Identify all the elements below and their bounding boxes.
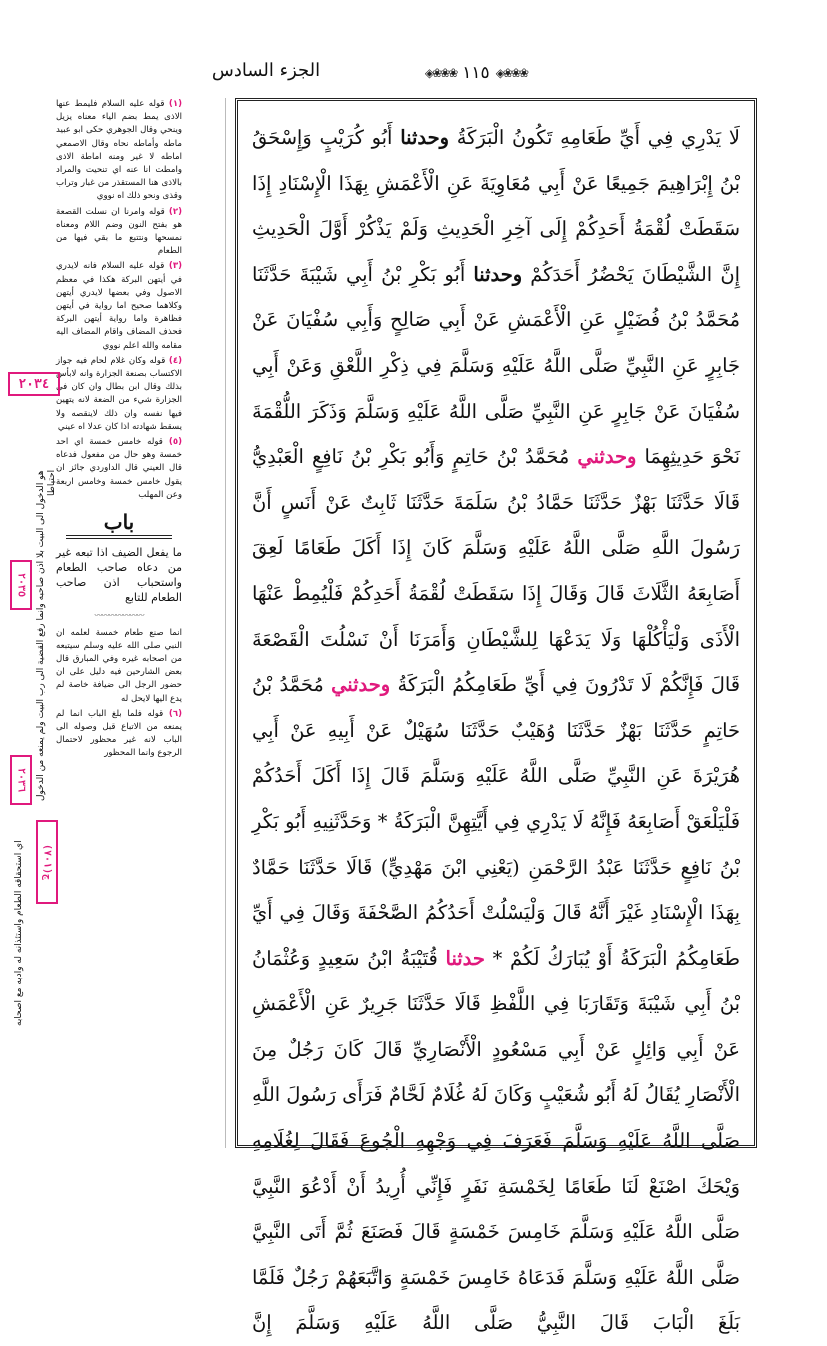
page-header — [0, 52, 827, 92]
hadith-number-tag: ٢٠٣٥ — [10, 560, 32, 610]
narration-marker-highlight: حدثنا — [445, 946, 485, 970]
text-segment: أَبُو كُرَيْبٍ وَإِسْحَقُ بْنُ إِبْرَاهِيمَ جَمِيعًا عَنْ أَبِي مُعَاوِيَةَ عَنِ الْأَعْمَشِ بِهَذَا الْإِسْنَادِ إِذَا سَقَطَتْ لُقْمَةُ أَحَدِكُمْ إِلَى آخِرِ الْحَدِيثِ وَلَمْ يَذْكُرْ أَوَّلَ الْحَدِيثِ إِنَّ الشَّيْطَانَ يَحْضُرُ أَحَدَكُمْ — [252, 126, 740, 286]
footnote-number: (٣) — [168, 261, 182, 272]
text-segment: أَبُو بَكْرِ بْنُ أَبِي شَيْبَةَ حَدَّثَنَا مُحَمَّدُ بْنُ فُضَيْلٍ عَنِ الْأَعْمَشِ عَنْ أَبِي صَالِحٍ وَأَبِي سُفْيَانَ عَنْ جَابِرٍ عَنِ النَّبِيِّ صَلَّى اللَّهُ عَلَيْهِ وَسَلَّمَ فِي ذِكْرِ اللَّعْقِ وَعَنْ أَبِي سُفْيَانَ عَنْ جَابِرٍ عَنِ النَّبِيِّ صَلَّى اللَّهُ عَلَيْهِ وَسَلَّمَ وَذَكَرَ اللُّقْمَةَ نَحْوَ حَدِيثِهِمَا — [252, 262, 740, 469]
footnote-text: قوله عليه السلام فليمط عنها الاذى يمط بضم الياء معناه يزيل وينحي وقال الجوهري حكى ابو عبيد ماطه وأماطه نحاه وقال الاصمعي اماطه لا غير ومنه اماطة الاذى وامطت انا عنه اي تنحيت والمراد بالاذى هنا المستقذر من غبار وتراب وقذى ونحو ذلك اه نووي — [56, 99, 182, 202]
narration-marker: وحدثنا — [473, 262, 523, 286]
main-text-frame — [235, 98, 757, 1335]
narration-marker: وحدثنا — [400, 126, 449, 149]
footnote — [56, 436, 182, 502]
footnote-text: قوله عليه السلام فانه لايدري في أيتهن البركة هكذا في معظم الاصول وفي بعضها لايدري أيتهن وكلاهما صحيح اما رواية في أيتهن فظاهرة واما رواية أيتهن البركة فحذف المضاف واقام المضاف اليه مقامه والله اعلم نووي — [56, 261, 182, 351]
page-number — [424, 62, 528, 84]
text-segment: مُحَمَّدُ بْنُ حَاتِمٍ حَدَّثَنَا بَهْزٌ حَدَّثَنَا وُهَيْبٌ حَدَّثَنَا سُهَيْلٌ عَنْ أَبِيهِ عَنْ أَبِي هُرَيْرَةَ عَنِ النَّبِيِّ صَلَّى اللَّهُ عَلَيْهِ وَسَلَّمَ قَالَ إِذَا أَكَلَ أَحَدُكُمْ فَلْيَلْعَقْ أَصَابِعَهُ فَإِنَّهُ لَا يَدْرِي فِي أَيَّتِهِنَّ الْبَرَكَةُ * وَحَدَّثَنِيهِ أَبُو بَكْرِ بْنُ نَافِعٍ حَدَّثَنَا عَبْدُ الرَّحْمَنِ (يَعْنِي ابْنَ مَهْدِيٍّ) قَالَا حَدَّثَنَا حَمَّادٌ بِهَذَا الْإِسْنَادِ غَيْرَ أَنَّهُ قَالَ وَلْيَسْلُتْ أَحَدُكُمُ الصَّحْفَةَ وَقَالَ فِي أَيِّ طَعَامِكُمُ الْبَرَكَةُ أَوْ يُبَارَكُ لَكُمْ * — [252, 673, 740, 970]
text-segment: قُتَيْبَةُ ابْنُ سَعِيدٍ وَعُثْمَانُ بْنُ أَبِي شَيْبَةَ وَتَقَارَبَا فِي اللَّفْظِ قَالَا حَدَّثَنَا جَرِيرٌ عَنِ الْأَعْمَشِ عَنْ أَبِي وَائِلٍ عَنْ أَبِي مَسْعُودٍ الْأَنْصَارِيِّ قَالَ كَانَ رَجُلٌ مِنَ الْأَنْصَارِ يُقَالُ لَهُ أَبُو شُعَيْبٍ وَكَانَ لَهُ غُلَامٌ لَحَّامٌ فَرَأَى رَسُولَ اللَّهِ صَلَّى اللَّهُ عَلَيْهِ وَسَلَّمَ فَعَرَفَ فِي وَجْهِهِ الْجُوعَ فَقَالَ لِغُلَامِهِ وَيْحَكَ اصْنَعْ لَنَا طَعَامًا لِخَمْسَةِ نَفَرٍ فَإِنِّي أُرِيدُ أَنْ أَدْعُوَ النَّبِيَّ صَلَّى اللَّهُ عَلَيْهِ وَسَلَّمَ خَامِسَ خَمْسَةٍ قَالَ فَصَنَعَ ثُمَّ أَتَى النَّبِيَّ صَلَّى اللَّهُ عَلَيْهِ وَسَلَّمَ فَدَعَاهُ خَامِسَ خَمْسَةٍ وَاتَّبَعَهُمْ رَجُلٌ فَلَمَّا بَلَغَ الْبَابَ قَالَ النَّبِيُّ صَلَّى اللَّهُ عَلَيْهِ وَسَلَّمَ إِنَّ — [252, 946, 740, 1335]
footnote-number: (٦) — [168, 708, 182, 719]
footnote-text: قوله وامرنا ان نسلت القصعة هو بفتح النون وضم اللام ومعناه نمسحها ونتتبع ما بقي فيها من الطعام — [56, 206, 182, 257]
footnote-text: قوله وكان غلام لحام فيه جواز الاكتساب بصنعة الجزارة وانه لابأس بذلك وقال ابن بطال وان كان في الجزارة شيء من الضعة لانه يتهين فيها نفسه وان ذلك لاينقصه ولا يسقط شهادته اذا كان عدلا اه عيني — [56, 355, 182, 432]
margin-notes — [56, 98, 182, 1148]
narration-marker-highlight: وحدثني — [331, 673, 391, 697]
wavy-divider: 〰〰〰〰〰〰〰 — [94, 611, 144, 621]
part-title: الجزء السادس — [211, 60, 321, 81]
footnote — [56, 355, 182, 434]
hadith-body — [252, 115, 740, 1346]
ornament-left-icon: ◈❀❀❀ — [424, 66, 457, 80]
footnote-number: (٤) — [168, 355, 182, 366]
narration-marker-highlight: وحدثني — [577, 445, 637, 469]
hadith-number-tag: ٢٠٣٤ — [8, 372, 60, 396]
hadith-number-tag: ج(٧٠١) — [36, 820, 58, 904]
footnote-number: (١) — [168, 99, 183, 109]
ornament-right-icon: ◈❀❀❀ — [495, 66, 528, 80]
footnote — [56, 708, 182, 761]
text-segment: لَا يَدْرِي فِي أَيِّ طَعَامِهِ تَكُونُ الْبَرَكَةُ — [456, 126, 740, 149]
chapter-divider — [66, 535, 172, 539]
footnote-number: (٢) — [168, 206, 182, 217]
footnote-text: قوله خامس خمسة اي احد خمسة وهو حال من مفعول فدعاه قال العيني قال الداوردي جائز ان يقول خامس خمسة وخامس اربعة وعن المهلب — [56, 437, 182, 500]
hadith-number-tag: ٢٠٣٦ — [10, 755, 32, 805]
footnote — [56, 260, 182, 352]
footnote — [56, 98, 182, 204]
footnote-number: (٥) — [168, 437, 182, 448]
side-note-vertical: اي استحقاقه الطعام واستئذانه له وادبه مع اصحابه — [14, 840, 24, 1026]
column-divider — [225, 98, 226, 1148]
footnote-text: قوله فلما بلغ الباب انما لم يمنعه من الاتباع قبل وصوله الى الباب لانه غير محظور لاحتمال الرجوع وانما المحظور — [56, 708, 182, 759]
footnote — [56, 206, 182, 259]
chapter-description: ما يفعل الضيف اذا تبعه غير من دعاه صاحب الطعام واستحباب اذن صاحب الطعام للتابع — [56, 546, 182, 605]
chapter-heading: باب — [103, 510, 135, 535]
side-note-vertical: هو الدخول الى البيت بلا اذن صاحبه وانما رفع القضية الى رب البيت ولم يمنعه من الدخول احتياطا — [36, 470, 57, 801]
footnote-continuation: انما صنع طعام خمسة لعلمه ان النبي صلى الله عليه وسلم سيتبعه من اصحابه غيره وفي المبارق قال بعض الشارحين فيه دليل على ان حضور الرجل الى ضيافة خاصة لم يدع اليها لايحل له — [56, 627, 182, 704]
page-number-value: ١١٥ — [462, 63, 490, 83]
text-segment: مُحَمَّدُ بْنُ حَاتِمٍ وَأَبُو بَكْرِ بْنُ نَافِعٍ الْعَبْدِيُّ قَالَا حَدَّثَنَا بَهْزٌ حَدَّثَنَا حَمَّادُ بْنُ سَلَمَةَ حَدَّثَنَا ثَابِتٌ عَنْ أَنَسٍ أَنَّ رَسُولَ اللَّهِ صَلَّى اللَّهُ عَلَيْهِ وَسَلَّمَ كَانَ إِذَا أَكَلَ طَعَامًا لَعِقَ أَصَابِعَهُ الثَّلَاثَ قَالَ وَقَالَ إِذَا سَقَطَتْ لُقْمَةُ أَحَدِكُمْ فَلْيُمِطْ عَنْهَا الْأَذَى وَلْيَأْكُلْهَا وَلَا يَدَعْهَا لِلشَّيْطَانِ وَأَمَرَنَا أَنْ نَسْلُتَ الْقَصْعَةَ قَالَ فَإِنَّكُمْ لَا تَدْرُونَ فِي أَيِّ طَعَامِكُمُ الْبَرَكَةُ — [252, 445, 740, 697]
